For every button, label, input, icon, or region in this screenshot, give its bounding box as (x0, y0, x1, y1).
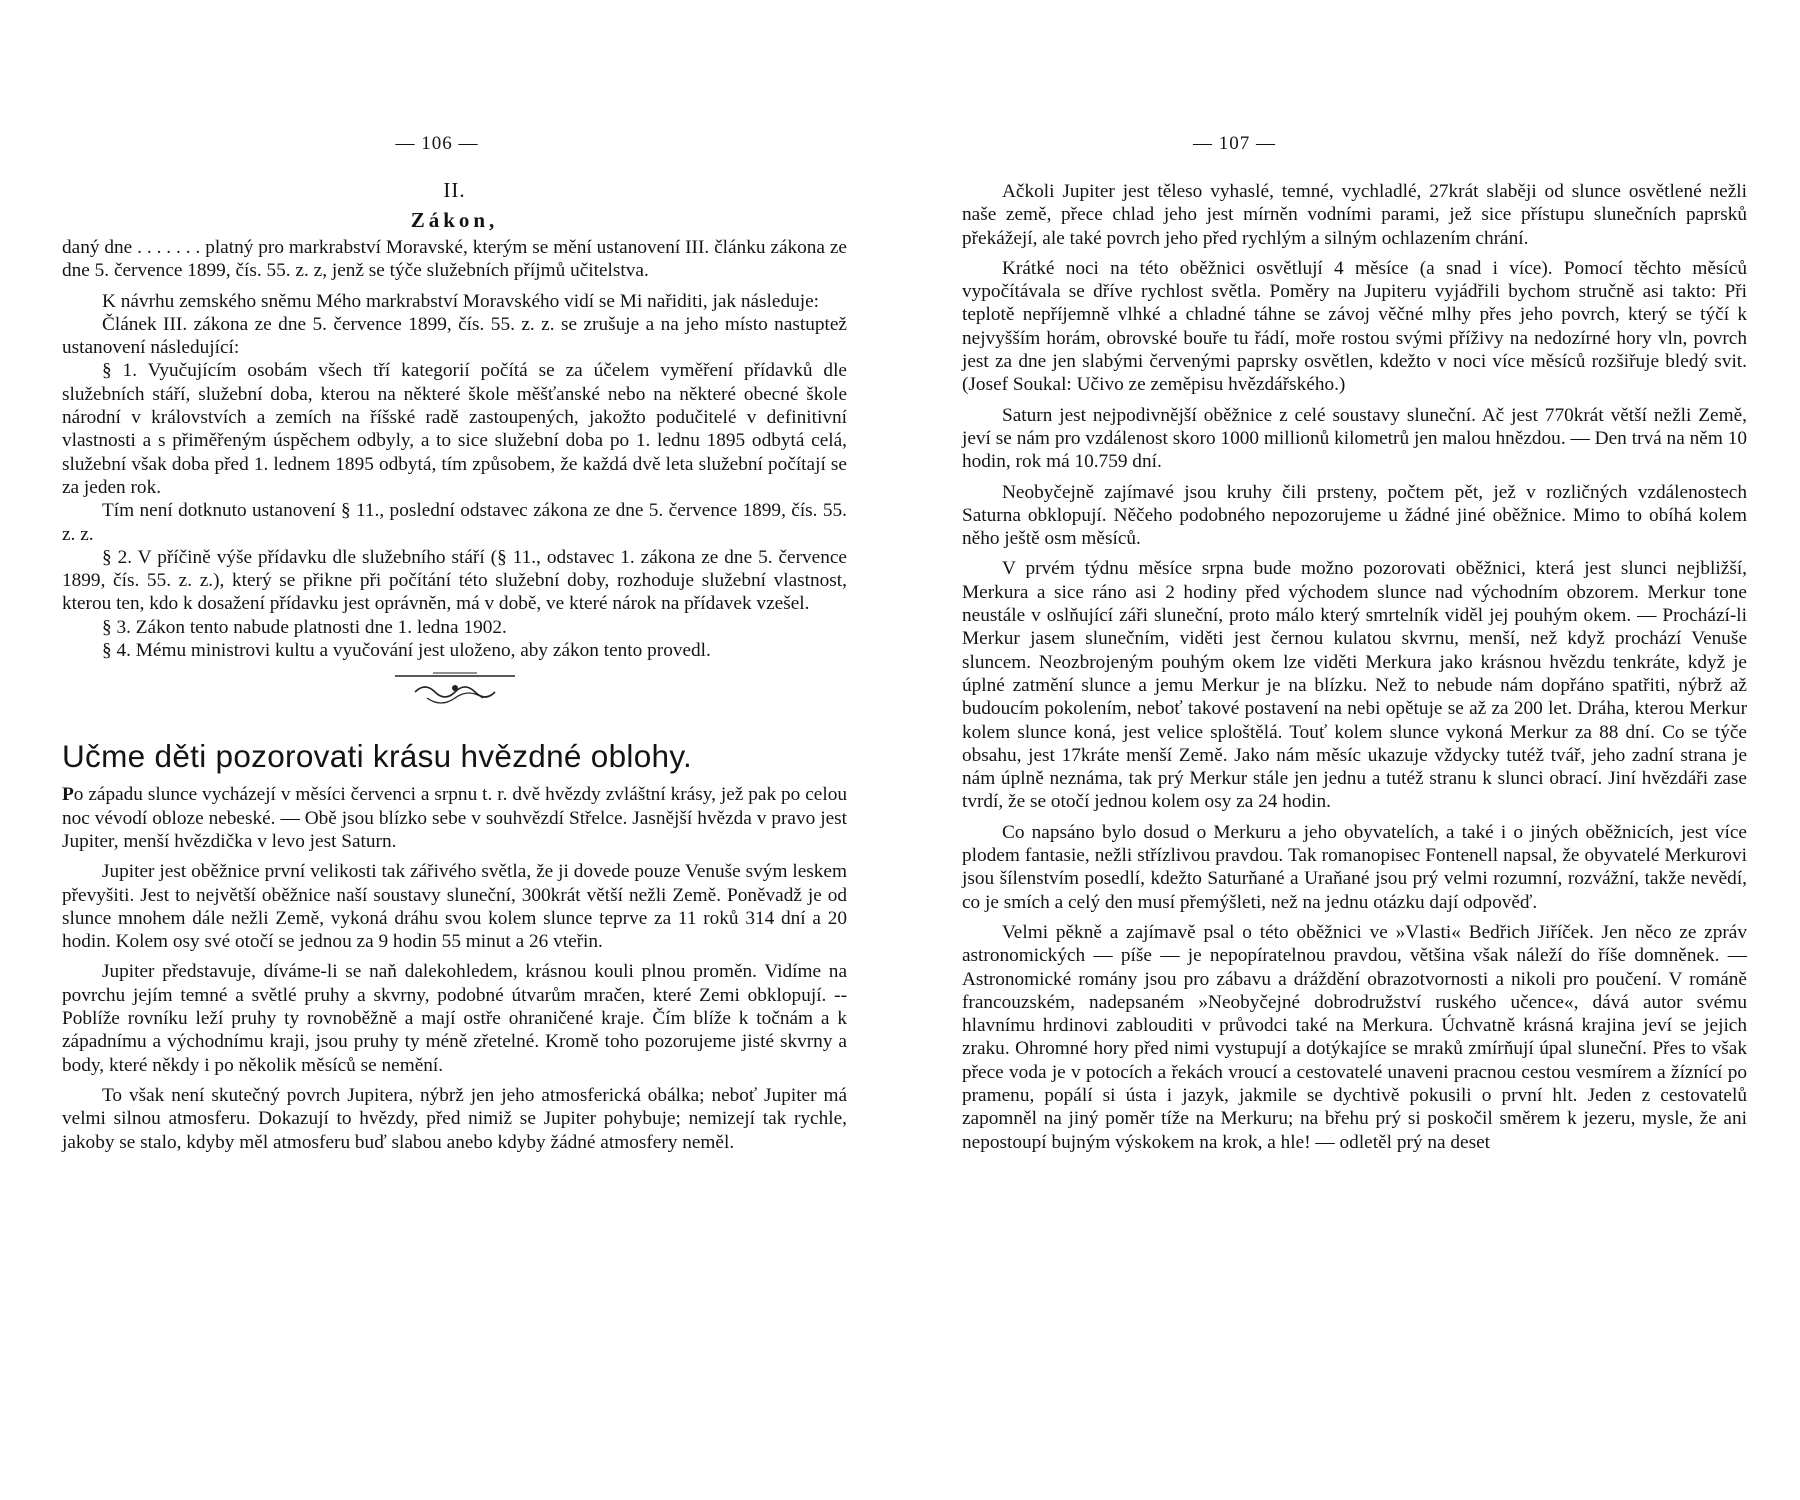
law-paragraph: § 1. Vyučujícím osobám všech tří kategorií počítá se za účelem vyměření přídavků dle služebních stáří, služební doba, kterou na některé škole měšťanské nebo na některé obecné škole národní v královstvích a zemích na říšské radě zastoupených, jakožto podučitelé v definitivní vlastnosti a s přiměřeným úspěchem odbyly, a to sice služební doba po 1. lednu 1895 odbytá celá, služební však doba před 1. lednem 1895 odbytá, tím způsobem, že každá dvě leta služební počítají se za jeden rok. (62, 360, 847, 498)
drop-cap: P (62, 784, 74, 806)
article-paragraph: Velmi pěkně a zajímavě psal o této oběžnici ve »Vlasti« Bedřich Jiříček. Jen něco ze zpráv astronomických — píše — je nepopíratelnou pravdou, většina však náleží do říše domněnek. — Astronomické romány jsou pro zábavu a dráždění obrazotvornosti a nikoli pro poučení. V románě francouzském, nadepsaném »Neobyčejné dobrodružství ruského učence«, dává autor svému hlavnímu hrdinovi zablouditi v průvodci také na Merkura. Úchvatně krásná krajina jeví se jejich zraku. Ohromné hory před nimi vystupují a dotýkajíce se mraků zmírňují úpal sluneční. Přes to však přece voda je v potocích a řekách vroucí a cestovatelé unaveni pracnou cestou vesmírem a žíznící po pramenu, popálí si ústa i jazyk, jakmile se dychtivě pokusili o první hlt. Jeden z cestovatelů zapomněl na jiný poměr tíže na Merkuru; na břehu prý si poskočil směrem k jezeru, mysle, že ani nepostoupí bujným výskokem na krok, a hle! — odletěl prý na deset (962, 921, 1747, 1153)
law-paragraph: daný dne . . . . . . . platný pro markrabství Moravské, kterým se mění ustanovení III. článku zákona ze dne 5. července 1899, čís. 55. z. z, jenž se týče služebních příjmů učitelstva. (62, 237, 847, 282)
article-paragraph: Jupiter jest oběžnice první velikosti tak zářivého světla, že ji dovede pouze Venuše svým leskem převyšiti. Jest to největší oběžnice naší soustavy sluneční, 300krát větší nežli Země. Poněvadž je od slunce mnohem dále nežli Země, vykoná dráhu svou kolem slunce teprve za 11 roků 314 dní a 20 hodin. Kolem osy své otočí se jednou za 9 hodin 55 minut a 26 vteřin. (62, 861, 847, 953)
article-paragraph: Neobyčejně zajímavé jsou kruhy čili prsteny, počtem pět, jež v rozličných vzdálenostech Saturna obklopují. Něčeho podobného nepozorujeme u žádné jiné oběžnice. Mimo to obíhá kolem něho ještě osm měsíců. (962, 481, 1747, 550)
law-paragraph: § 4. Mému ministrovi kultu a vyučování jest uloženo, aby zákon tento provedl. (102, 640, 711, 662)
law-paragraph: Tím není dotknuto ustanovení § 11., poslední odstavec zákona ze dne 5. července 1899, čís. 55. z. z. (62, 500, 847, 545)
article-paragraph: Saturn jest nejpodivnější oběžnice z celé soustavy sluneční. Ač jest 770krát větší nežli Země, jeví se nám pro vzdálenost skoro 1000 millionů kilometrů jen malou hnězdou. — Den trvá na něm 10 hodin, rok má 10.759 dní. (962, 404, 1747, 473)
article-paragraph: Jupiter představuje, díváme-li se naň dalekohledem, krásnou kouli plnou proměn. Vidíme na povrchu jejím temné a světlé pruhy a skvrny, podobné útvarům mračen, které Zemi obklopují. -- Poblíže rovníku leží pruhy ty rovnoběžně a mají ostře ohraničené kraje. Čím blíže k točnám a k západnímu a východnímu kraji, jsou pruhy ty méně zřetelné. Kromě toho pozorujeme jisté skvrny a body, které někdy i po několik měsíců se nemění. (62, 961, 847, 1076)
law-paragraph: § 2. V příčině výše přídavku dle služebního stáří (§ 11., odstavec 1. zákona ze dne 5. července 1899, čís. 55. z. z.), který se přikne při počítání této služební doby, rozhoduje služební vlastnost, kterou ten, kdo k dosažení přídavku jest oprávněn, má v době, ve které nárok na přídavek vzešel. (62, 546, 847, 615)
law-paragraph: Článek III. zákona ze dne 5. července 1899, čís. 55. z. z. se zrušuje a na jeho místo nastuptež ustanovení následující: (62, 313, 847, 359)
left-column (62, 178, 847, 1154)
article-paragraph: Krátké noci na této oběžnici osvětlují 4 měsíce (a snad i více). Pomocí těchto měsíců vypočítávala se dříve rychlost světla. Poměry na Jupiteru vyjádřili bychom stručně asi takto: Při teplotě nepříjemně vlhké a chladné táhne se závoj věčné mlhy přes jeho povrch, který se týčí k nejvyšším horám, obrovské bouře tu řádí, moře rostou svými příživy na nedozírné hory vln, povrch jest za dne jen slabými červenými paprsky osvětlen, kdežto v noci více měsíců rozšiřuje bledý svit. (Josef Soukal: Učivo ze zeměpisu hvězdářského.) (962, 257, 1747, 396)
ornament-divider (385, 670, 525, 710)
page-number: — 106 — (395, 133, 479, 154)
law-title: Zákon, (410, 208, 499, 232)
right-page (962, 0, 1747, 1500)
law-paragraph: § 3. Zákon tento nabude platnosti dne 1. ledna 1902. (102, 616, 507, 638)
article-paragraph: V prvém týdnu měsíce srpna bude možno pozorovati oběžnici, která jest slunci nejbližší, Merkura a sice ráno asi 2 hodiny před východem slunce nad východním obzorem. Merkur tone neustále v oslňující záři sluneční, proto málo který smrtelník viděl jej pouhým okem. — Prochází-li Merkur jasem slunečním, viděti jest černou kulatou skvrnu, menší, než když prochází Venuše sluncem. Neozbrojeným pouhým okem lze viděti Merkura jako krásnou hvězdu tenkráte, když je úplné zatmění slunce a jemu Merkur je na blízku. Než to nebude nám dopřáno spatřiti, nýbrž až budoucím pokolením, neboť takové postavení na nebi opětuje se až za 200 let. Dráha, kterou Merkur kolem slunce koná, jest velice sploštělá. Touť kolem slunce vykoná Merkur za 88 dní. Co se týče obsahu, jest 17kráte menší Země. Jako nám měsíc ukazuje vždycky tutéž tvář, jeho zadní strana je nám úplně neznáma, tak prý Merkur stále jen jednu a tutéž stranu k slunci obrací. Jiní hvězdáři zase tvrdí, že se otočí jednou kolem osy za 24 hodin. (962, 558, 1747, 813)
section-number: II. (443, 178, 466, 202)
article-title: Učme děti pozorovati krásu hvězdné oblohy. (62, 738, 693, 775)
article-paragraph: To však není skutečný povrch Jupitera, nýbrž jen jeho atmosferická obálka; neboť Jupiter má velmi silnou atmosferu. Dokazují to hvězdy, před nimiž se Jupiter pohybuje; nemizejí tak rychle, jakoby se stalo, kdyby měl atmosferu buď slabou anebo kdyby žádné atmosfery neměl. (62, 1084, 847, 1153)
article-paragraph: Ačkoli Jupiter jest těleso vyhaslé, temné, vychladlé, 27krát slaběji od slunce osvětlené nežli naše země, přece chlad jeho jest mírněn vodními parami, jež sice přístupu slunečních paprsků překážejí, ale také povrch jeho před rychlým a silným ochlazením chrání. (962, 181, 1747, 249)
right-column (962, 180, 1747, 1154)
article-paragraph: Co napsáno bylo dosud o Merkuru a jeho obyvatelích, a také i o jiných oběžnicích, jest více plodem fantasie, nežli střízlivou pravdou. Tak romanopisec Fontenell napsal, že obyvatelé Merkurovi jsou šílenstvím posedlí, kdežto Saturňané a Uraňané jsou prý velmi rozumní, rozvážní, takže nevědí, co je smích a celý den musí přemýšleti, než na jednu otázku dají odpověď. (962, 821, 1747, 913)
article-paragraph-text: o západu slunce vycházejí v měsíci červenci a srpnu t. r. dvě hvězdy zvláštní krásy, jež pak po celou noc vévodí obloze nebeské. — Obě jsou blízko sebe v souhvězdí Střelce. Jasnější hvězda v pravo jest Jupiter, menší hvězdička v levo jest Saturn. (62, 784, 847, 852)
left-page (62, 0, 847, 1500)
law-paragraph: K návrhu zemského sněmu Mého markrabství Moravského vidí se Mi nařiditi, jak následuje: (102, 290, 820, 312)
page-number: — 107 — (1193, 133, 1276, 154)
article-paragraph (62, 783, 847, 853)
